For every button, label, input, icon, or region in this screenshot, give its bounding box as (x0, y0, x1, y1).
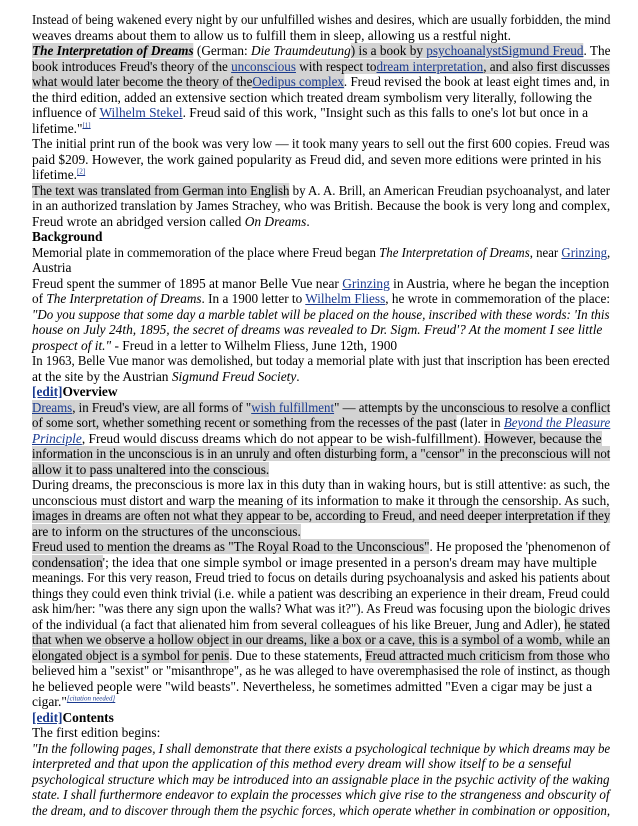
background-quote: house on July 24th, 1895, the secret of dreams was revealed to Dr. Sigm. Freud'? At the moment I see little (32, 322, 603, 337)
overview-line: that when we observe a hollow object in our dreams, like a box or a cave, this is a symbol of a womb, while an (32, 632, 610, 647)
contents-quote: the dream, and to discover through them the psychic forces, which operate whether in combination or opposition, (32, 802, 611, 818)
background-line: Memorial plate in commemoration of the place where Freud began The Interpretation of Dreams, near Grinzing, (32, 244, 611, 260)
background-line: at the site by the Austrian Sigmund Freud Society. (32, 368, 300, 384)
intro-line: weaves dreams about them to allow us to fulfill them in sleep, allowing us a restful night. (32, 27, 511, 43)
background-line: In 1963, Belle Vue manor was demolished, but today a memorial plate with just that inscription has been erected (32, 353, 610, 368)
translation-line: in an authorized translation by James Strachey, who was British. Because the book is very long and complex, (32, 198, 611, 213)
overview-line: ask him/her: "was there any sign upon the walls? What was it?"). As Freud was focusing upon the biologic drives (32, 601, 611, 616)
book-line: what would later become the theory of theOedipus complex. Freud revised the book at least eight times and, in (32, 74, 610, 89)
background-line: Austria (32, 260, 72, 275)
book-line: the third edition, added an extensive section which treated dream symbolism very literally, following the (32, 89, 592, 105)
edit-link-overview[interactable]: [edit] (32, 384, 63, 399)
link-sigmund-freud[interactable]: Sigmund Freud (501, 43, 584, 58)
print-run-line: paid $209. However, the work gained popularity as Freud did, and seven more editions were printed in his (32, 151, 602, 167)
print-run-line: lifetime.[2] (32, 167, 86, 182)
link-wish-fulfillment[interactable]: wish fulfillment (251, 399, 335, 415)
link-dream-interpretation[interactable]: dream interpretation (376, 58, 484, 74)
edit-link-contents[interactable]: [edit] (32, 709, 63, 725)
heading-contents: [edit]Contents (32, 709, 114, 725)
book-line: lifetime."[1] (32, 120, 91, 136)
translation-line: The text was translated from German into English by A. A. Brill, an American Freudian psychoanalyst, and later (32, 182, 611, 198)
overview-line: things they could even think trivial (i.e. while a patient was describing an experience in their dream, Freud could (32, 585, 610, 601)
intro-line: Instead of being wakened every night by our unfulfilled wishes and desires, which are usually forbidden, the mind (32, 12, 611, 27)
link-psychoanalyst[interactable]: psychoanalyst (426, 43, 502, 58)
background-line: Freud spent the summer of 1895 at manor Belle Vue near Grinzing in Austria, where he began the inception (32, 275, 610, 291)
link-wilhelm-stekel[interactable]: Wilhelm Stekel (99, 105, 183, 120)
link-unconscious[interactable]: unconscious (231, 58, 296, 74)
overview-line: Dreams, in Freud's view, are all forms of "wish fulfillment" — attempts by the unconscious to resolve a conflict (32, 399, 611, 415)
contents-line: The first edition begins: (32, 725, 161, 740)
link-grinzing[interactable]: Grinzing (342, 275, 390, 291)
book-title: The Interpretation of Dreams (32, 43, 194, 58)
contents-quote: interpreted and that upon the application of this method every dream will show itself to be a senseful (32, 756, 572, 771)
link-dreams[interactable]: Dreams (32, 399, 73, 415)
link-grinzing[interactable]: Grinzing (561, 244, 608, 260)
overview-line: of some sort, whether something recent or something from the recesses of the past (later in Beyond the Pleasure (32, 415, 611, 430)
link-beyond-pleasure-principle[interactable]: Beyond the Pleasure (503, 415, 611, 430)
overview-line: meanings. For this very reason, Freud tried to focus on details during psychoanalysis and asked his patients about (32, 570, 611, 585)
overview-line: Freud used to mention the dreams as "The Royal Road to the Unconscious". He proposed the 'phenomenon of (32, 539, 611, 554)
citation-needed-link[interactable]: [citation needed] (66, 694, 116, 703)
overview-line: During dreams, the preconscious is more lax in this duty than in waking hours, but is still attentive: as such, the (32, 477, 610, 492)
print-run-line: The initial print run of the book was very low — it took many years to sell out the first 600 copies. Freud was (32, 136, 610, 151)
background-line: of The Interpretation of Dreams. In a 1900 letter to Wilhelm Fliess, he wrote in commemoration of the place: (32, 291, 611, 306)
contents-quote: "In the following pages, I shall demonstrate that there exists a psychological technique by which dreams may be (32, 740, 611, 756)
link-wilhelm-fliess[interactable]: Wilhelm Fliess (305, 291, 386, 306)
overview-line: are to inform on the structures of the unconscious. (32, 523, 301, 539)
heading-overview: [edit]Overview (32, 384, 118, 399)
book-line: influence of Wilhelm Stekel. Freud said of this work, "Insight such as this falls to one's lot but once in a (32, 105, 589, 120)
heading-background: Background (32, 229, 103, 244)
contents-quote: state. I shall furthermore endeavor to explain the processes which give rise to the strangeness and obscurity of (32, 787, 610, 802)
book-line: The Interpretation of Dreams (German: Die Traumdeutung) is a book by psychoanalystSigmund Freud. The (32, 43, 611, 58)
overview-line: cigar."[citation needed] (32, 694, 116, 709)
background-quote: "Do you suppose that some day a marble tablet will be placed on the house, inscribed with these words: 'In this (32, 306, 610, 322)
link-oedipus-complex[interactable]: Oedipus complex (252, 74, 344, 89)
contents-quote: psychological structure which may be introduced into an assignable place in the psychic activity of the waking (32, 771, 610, 787)
overview-line: information in the unconscious is in an unruly and often disturbing form, a "censor" in the preconscious will not (32, 446, 611, 461)
overview-line: of the individual (a fact that alienated him from several colleagues of his like Breuer, Jung and Adler), he stated (32, 616, 610, 632)
book-line: book introduces Freud's theory of the unconscious with respect todream interpretation, and also first discusses (32, 58, 610, 74)
reference-2[interactable]: [2] (77, 167, 86, 176)
overview-line: he believed people were "wild beasts". Nevertheless, he sometimes admitted "Even a cigar may be just a (32, 678, 593, 694)
overview-line: images in dreams are often not what they appear to be, according to Freud, and need deeper interpretation if they (32, 508, 611, 523)
link-beyond-pleasure-principle[interactable]: Principle (32, 430, 82, 446)
overview-line: condensation'; the idea that one simple symbol or image presented in a person's dream may have multiple (32, 554, 597, 570)
overview-line: believed him a "sexist" or "misanthrope", as he was alleged to have overemphasised the role of instinct, as though (32, 663, 611, 678)
overview-line: unconscious must distort and warp the meaning of its information to make it through the censorship. As such, (32, 492, 610, 508)
background-quote: prospect of it." - Freud in a letter to Wilhelm Fliess, June 12th, 1900 (32, 337, 398, 353)
overview-line: elongated object is a symbol for penis. Due to these statements, Freud attracted much criticism from those who (32, 647, 610, 663)
overview-line: Principle, Freud would discuss dreams which do not appear to be wish-fulfillment). However, because the (32, 430, 602, 446)
reference-1[interactable]: [1] (82, 121, 91, 130)
overview-line: allow it to pass unaltered into the conscious. (32, 461, 270, 477)
translation-line: Freud wrote an abridged version called On Dreams. (32, 213, 310, 229)
